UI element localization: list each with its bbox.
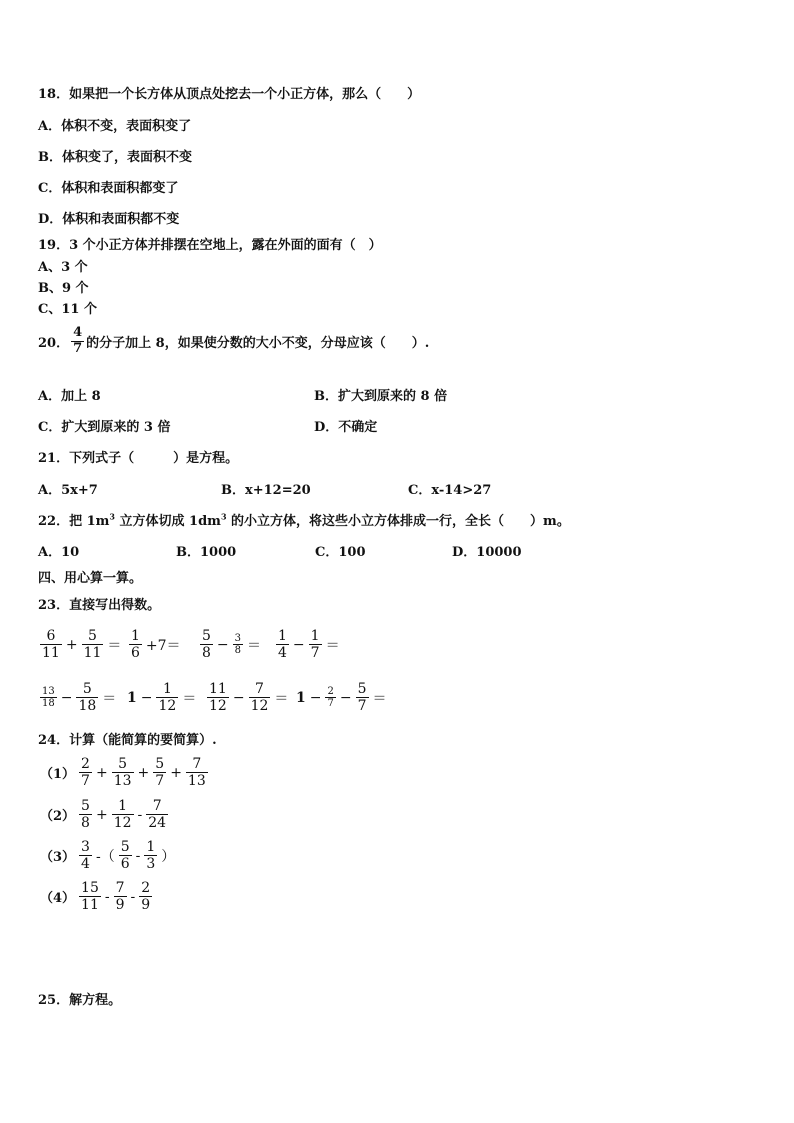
q19-option-c: C、11 个 — [38, 302, 97, 317]
numerator: 1 — [310, 628, 320, 644]
numerator: 15 — [81, 880, 99, 896]
q23-expr-6 — [125, 681, 198, 714]
q19-stem: 19．3 个小正方体并排摆在空地上，露在外面的面有（ ） — [38, 238, 382, 253]
q18-stem: 18．如果把一个长方体从顶点处挖去一个小正方体，那么（ ） — [38, 87, 421, 102]
numerator: 1 — [156, 681, 178, 698]
q23-expr-3 — [198, 628, 263, 661]
numerator: 3 — [234, 632, 242, 644]
q21-option-c: C．x-14>27 — [408, 483, 492, 498]
minus-sign: − — [339, 689, 352, 706]
q23-expr-7 — [205, 681, 290, 714]
equals-sign: ＝ — [325, 637, 340, 654]
item-label: （3） — [40, 850, 76, 866]
operator: - — [104, 888, 110, 905]
q19-option-b: B、9 个 — [38, 281, 89, 296]
q20-fraction-denominator: 7 — [73, 340, 83, 356]
minus-sign: − — [309, 689, 322, 706]
denominator: 18 — [78, 698, 97, 715]
denominator: 3 — [146, 856, 156, 873]
numerator: 3 — [81, 839, 90, 855]
numerator: 1 — [131, 628, 140, 644]
q20-number: 20． — [38, 335, 70, 351]
equals-sign: ＝ — [274, 690, 289, 707]
q18-option-a: A．体积不变，表面积变了 — [38, 119, 192, 134]
q22-option-c: C．100 — [315, 545, 366, 560]
operator: + — [95, 764, 108, 781]
q18-option-c: C．体积和表面积都变了 — [38, 181, 179, 196]
denominator: 7 — [327, 698, 334, 710]
denominator: 12 — [158, 698, 177, 715]
q20-option-d: D．不确定 — [314, 420, 378, 435]
denominator: 13 — [187, 773, 206, 790]
denominator: 12 — [113, 815, 132, 832]
numerator: 5 — [76, 681, 98, 698]
denominator: 11 — [83, 645, 102, 662]
integer-one: 1 — [296, 689, 306, 706]
minus-sign: − — [140, 689, 153, 706]
q24-item-4 — [38, 880, 154, 913]
operator: + — [137, 764, 150, 781]
numerator: 7 — [115, 880, 125, 896]
equals-sign: ＝ — [102, 690, 117, 707]
operator: -（ — [95, 848, 115, 865]
item-label: （2） — [40, 809, 76, 825]
q23-expr-2 — [127, 628, 183, 661]
q22-stem-mid: 立方体切成 1dm — [115, 514, 221, 529]
denominator: 8 — [202, 645, 211, 662]
q23-stem: 23．直接写出得数。 — [38, 598, 161, 613]
numerator: 5 — [120, 839, 130, 855]
equals-sign: ＝ — [182, 690, 197, 707]
q20-option-c: C．扩大到原来的 3 倍 — [38, 420, 171, 435]
denominator: 8 — [234, 645, 242, 657]
q24-stem: 24．计算（能简算的要简算）. — [38, 733, 217, 748]
q21-stem: 21．下列式子（ ）是方程。 — [38, 451, 239, 466]
q22-stem-pre: 22．把 1m — [38, 514, 110, 529]
item-label: （1） — [40, 767, 76, 783]
q24-item-2 — [38, 798, 170, 831]
denominator: 9 — [115, 897, 125, 914]
q20-stem: 的分子加上 8，如果使分数的大小不变，分母应该（ ）. — [86, 335, 430, 351]
close-paren: ） — [161, 848, 176, 865]
q23-expr-5 — [38, 681, 118, 714]
denominator: 11 — [42, 645, 60, 662]
q21-option-a: A．5x+7 — [38, 483, 98, 498]
q25-stem: 25．解方程。 — [38, 993, 122, 1008]
numerator: 5 — [202, 628, 211, 644]
numerator: 2 — [81, 756, 90, 772]
denominator: 24 — [148, 815, 167, 832]
q19-option-a: A、3 个 — [38, 260, 88, 275]
minus-sign: − — [216, 636, 229, 653]
operator: - — [137, 806, 143, 823]
numerator: 5 — [82, 628, 104, 645]
q22-stem-post: 的小立方体，将这些小立方体排成一行，全长（ ）m。 — [226, 514, 570, 529]
q23-expr-8 — [294, 681, 389, 714]
denominator: 7 — [81, 773, 90, 790]
minus-sign: − — [232, 689, 245, 706]
q22-option-a: A．10 — [38, 545, 80, 560]
q18-option-d: D．体积和表面积都不变 — [38, 212, 180, 227]
q22-exponent-1: 3 — [109, 511, 115, 522]
numerator: 5 — [81, 798, 90, 814]
denominator: 18 — [42, 698, 55, 710]
numerator: 5 — [112, 756, 134, 773]
numerator: 2 — [141, 880, 151, 896]
plus-sign: + — [65, 636, 78, 653]
numerator: 1 — [112, 798, 134, 815]
numerator: 1 — [278, 628, 287, 644]
numerator: 7 — [249, 681, 271, 698]
operator: - — [130, 888, 136, 905]
operator: + — [170, 764, 182, 781]
q22-exponent-2: 3 — [220, 511, 227, 522]
numerator: 5 — [155, 756, 165, 772]
q21-option-b: B．x+12=20 — [221, 483, 311, 498]
q20-option-a: A．加上 8 — [38, 389, 101, 404]
q20-fraction-numerator: 4 — [73, 325, 83, 340]
denominator: 11 — [81, 897, 99, 914]
integer-one: 1 — [127, 689, 137, 706]
q20-stem-line — [38, 326, 429, 357]
q20-fraction — [71, 326, 84, 357]
numerator: 2 — [327, 685, 334, 697]
numerator: 6 — [40, 628, 62, 645]
numerator: 11 — [209, 681, 227, 697]
minus-sign: − — [60, 689, 73, 706]
denominator: 9 — [141, 897, 151, 914]
numerator: 7 — [186, 756, 208, 773]
q18-option-b: B．体积变了，表面积不变 — [38, 150, 192, 165]
numerator: 5 — [357, 681, 367, 697]
denominator: 7 — [155, 773, 165, 790]
plus-seven-equals: +7＝ — [145, 637, 181, 654]
q24-item-1 — [38, 756, 210, 789]
q22-option-b: B．1000 — [176, 545, 237, 560]
denominator: 12 — [209, 698, 227, 715]
operator: - — [135, 847, 141, 864]
denominator: 6 — [120, 856, 130, 873]
equals-sign: ＝ — [372, 690, 387, 707]
q22-option-d: D．10000 — [452, 545, 522, 560]
denominator: 8 — [81, 815, 90, 832]
operator: + — [95, 806, 108, 823]
denominator: 12 — [250, 698, 269, 715]
q20-option-b: B．扩大到原来的 8 倍 — [314, 389, 448, 404]
denominator: 7 — [357, 698, 367, 715]
denominator: 7 — [310, 645, 320, 662]
numerator: 13 — [42, 685, 55, 697]
q22-stem — [38, 510, 570, 529]
q24-item-3 — [38, 839, 177, 872]
section-heading-4: 四、用心算一算。 — [38, 571, 143, 586]
denominator: 13 — [113, 773, 132, 790]
denominator: 4 — [81, 856, 90, 873]
denominator: 4 — [278, 645, 287, 662]
q23-expr-4 — [274, 628, 342, 661]
equals-sign: ＝ — [107, 637, 122, 654]
equals-sign: ＝ — [247, 637, 262, 654]
numerator: 1 — [146, 839, 156, 855]
minus-sign: − — [292, 636, 305, 653]
q23-expr-1 — [38, 628, 123, 661]
item-label: （4） — [40, 891, 76, 907]
denominator: 6 — [131, 645, 140, 662]
numerator: 7 — [146, 798, 168, 815]
